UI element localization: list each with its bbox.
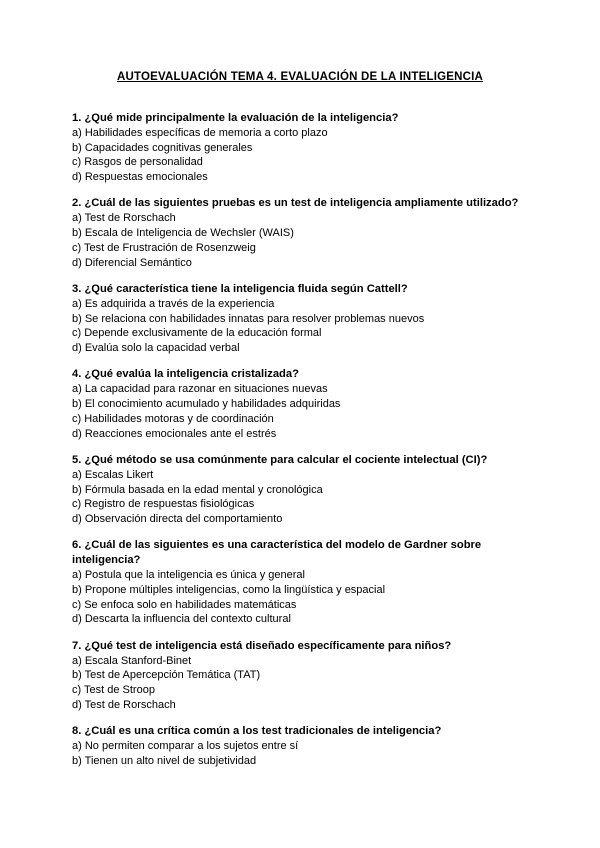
question-block [72,639,532,713]
answer-option: a) Escala Stanford-Binet [72,654,192,667]
answer-option: c) Se enfoca solo en habilidades matemáticas [72,598,297,611]
question-block [72,367,532,441]
answer-option: c) Habilidades motoras y de coordinación [72,412,274,425]
answer-option: d) Test de Rorschach [72,698,176,711]
question-block [72,453,532,527]
question-text: 5. ¿Qué método se usa comúnmente para calcular el cociente intelectual (CI)? [72,453,488,466]
question-block [72,196,532,270]
answer-option: c) Test de Frustración de Rosenzweig [72,241,256,254]
answer-option: b) Escala de Inteligencia de Wechsler (WAIS) [72,227,294,240]
answer-option: d) Respuestas emocionales [72,171,208,184]
answer-option: a) Escalas Likert [72,468,154,481]
answer-option: b) Test de Apercepción Temática (TAT) [72,669,261,682]
answer-option: a) La capacidad para razonar en situaciones nuevas [72,383,328,396]
answer-option: b) Se relaciona con habilidades innatas para resolver problemas nuevos [72,312,425,325]
question-text: 2. ¿Cuál de las siguientes pruebas es un test de inteligencia ampliamente utilizado? [72,197,519,210]
question-text: 6. ¿Cuál de las siguientes es una característica del modelo de Gardner sobre inteligencia? [72,539,482,567]
answer-option: a) Postula que la inteligencia es única y general [72,569,305,582]
answer-option: b) Tienen un alto nivel de subjetividad [72,754,257,767]
answer-option: b) Capacidades cognitivas generales [72,141,253,154]
question-block [72,111,532,185]
answer-option: b) Propone múltiples inteligencias, como la lingüística y espacial [72,583,386,596]
answer-option: d) Reacciones emocionales ante el estrés [72,427,277,440]
question-list [72,111,532,780]
question-text: 4. ¿Qué evalúa la inteligencia cristalizada? [72,368,299,381]
answer-option: a) Es adquirida a través de la experiencia [72,297,275,310]
question-block [72,282,532,356]
answer-option: b) El conocimiento acumulado y habilidades adquiridas [72,398,341,411]
answer-option: c) Registro de respuestas fisiológicas [72,498,255,511]
page-title: AUTOEVALUACIÓN TEMA 4. EVALUACIÓN DE LA INTELIGENCIA [116,71,484,83]
answer-option: d) Diferencial Semántico [72,256,192,269]
answer-option: d) Observación directa del comportamiento [72,513,283,526]
question-text: 7. ¿Qué test de inteligencia está diseñado específicamente para niños? [72,639,452,652]
answer-option: a) Habilidades específicas de memoria a corto plazo [72,126,328,139]
answer-option: c) Test de Stroop [72,684,155,697]
answer-option: b) Fórmula basada en la edad mental y cronológica [72,483,323,496]
answer-option: a) No permiten comparar a los sujetos entre sí [72,739,299,752]
question-text: 8. ¿Cuál es una crítica común a los test tradicionales de inteligencia? [72,725,442,738]
question-text: 1. ¿Qué mide principalmente la evaluación de la inteligencia? [72,112,399,124]
answer-option: c) Depende exclusivamente de la educación formal [72,327,322,340]
answer-option: d) Evalúa solo la capacidad verbal [72,342,240,355]
answer-option: d) Descarta la influencia del contexto cultural [72,613,291,626]
answer-option: a) Test de Rorschach [72,212,176,225]
answer-option: c) Rasgos de personalidad [72,156,203,169]
question-text: 3. ¿Qué característica tiene la inteligencia fluida según Cattell? [72,282,408,295]
question-block [72,538,532,627]
question-block [72,724,532,768]
